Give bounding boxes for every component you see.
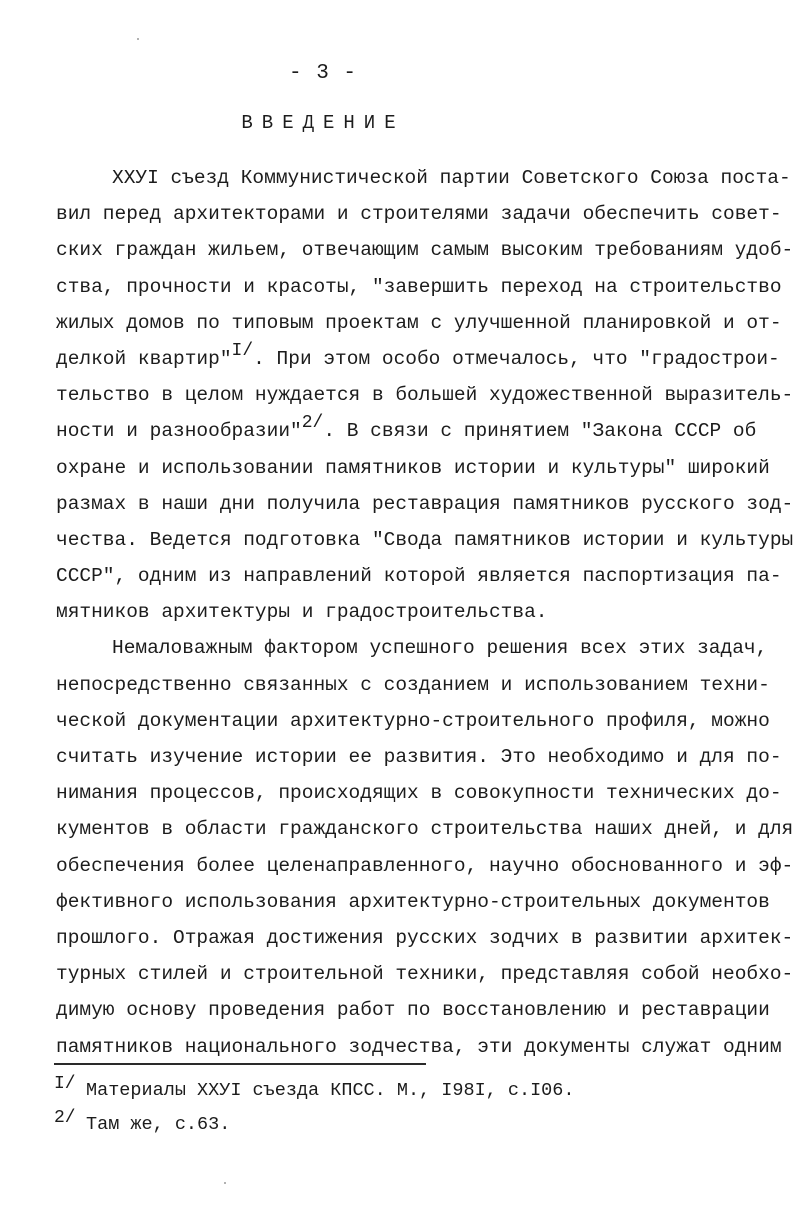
- text-line: считать изучение истории ее развития. Это необходимо и для по-: [56, 746, 782, 768]
- main-text: [56, 160, 794, 1065]
- scan-speck: [224, 1182, 226, 1184]
- footnote-ref: 2/: [301, 413, 324, 434]
- text-line: кументов в области гражданского строительства наших дней, и для: [56, 818, 794, 841]
- text-fragment: . В связи с принятием "Закона СССР об: [323, 420, 757, 443]
- footnote-item: [54, 1108, 574, 1142]
- footnotes: [54, 1074, 574, 1142]
- text-line: ХХУI съезд Коммунистической партии Советского Союза поста-: [112, 167, 791, 189]
- text-line: вил перед архитекторами и строителями задачи обеспечить совет-: [56, 203, 782, 226]
- text-fragment: . При этом особо отмечалось, что "градострои-: [253, 347, 780, 370]
- text-line: нимания процессов, происходящих в совокупности технических до-: [56, 782, 782, 805]
- scan-speck: [137, 38, 139, 40]
- text-line: непосредственно связанных с созданием и использованием техни-: [56, 673, 770, 696]
- footnote-text: Материалы ХХУI съезда КПСС. М., I98I, с.I06.: [86, 1080, 575, 1101]
- text-line: ских граждан жильем, отвечающим самым высоким требованиям удоб-: [56, 239, 794, 262]
- text-fragment: делкой квартир": [56, 347, 232, 370]
- text-line: Немаловажным фактором успешного решения всех этих задач,: [112, 637, 768, 660]
- page-number: - 3 -: [288, 62, 357, 85]
- text-line: [56, 340, 780, 377]
- footnote-item: [54, 1074, 574, 1108]
- text-line: ства, прочности и красоты, "завершить переход на строительство: [56, 275, 782, 298]
- text-line: прошлого. Отражая достижения русских зодчих в развитии архитек-: [56, 926, 794, 949]
- text-line: охране и использовании памятников истории и культуры" широкий: [56, 456, 770, 479]
- text-line: турных стилей и строительной техники, представляя собой необхо-: [56, 963, 794, 986]
- text-line: обеспечения более целенаправленного, научно обоснованного и эф-: [56, 854, 794, 877]
- text-line: жилых домов по типовым проектам с улучшенной планировкой и от-: [56, 311, 782, 334]
- text-line: димую основу проведения работ по восстановлению и реставрации: [56, 999, 770, 1022]
- footnote-divider: [54, 1063, 426, 1065]
- text-line: тельство в целом нуждается в большей художественной выразитель-: [56, 384, 794, 407]
- text-line: ческой документации архитектурно-строительного профиля, можно: [56, 709, 770, 732]
- footnote-ref: I/: [231, 340, 254, 361]
- text-line: СССР", одним из направлений которой является паспортизация па-: [56, 565, 782, 588]
- text-line: [56, 413, 756, 449]
- footnote-mark: 2/: [54, 1108, 76, 1128]
- text-line: памятников национального зодчества, эти документы служат одним: [56, 1035, 782, 1058]
- text-line: размах в наши дни получила реставрация памятников русского зод-: [56, 492, 794, 515]
- text-fragment: ности и разнообразии": [56, 420, 302, 443]
- text-line: чества. Ведется подготовка "Свода памятников истории и культуры: [56, 528, 794, 551]
- footnote-text: Там же, с.63.: [86, 1114, 231, 1135]
- text-line: мятников архитектуры и градостроительства.: [56, 601, 548, 624]
- footnote-mark: I/: [54, 1074, 76, 1094]
- section-heading: ВВЕДЕНИЕ: [241, 112, 405, 134]
- text-line: фективного использования архитектурно-строительных документов: [56, 890, 770, 913]
